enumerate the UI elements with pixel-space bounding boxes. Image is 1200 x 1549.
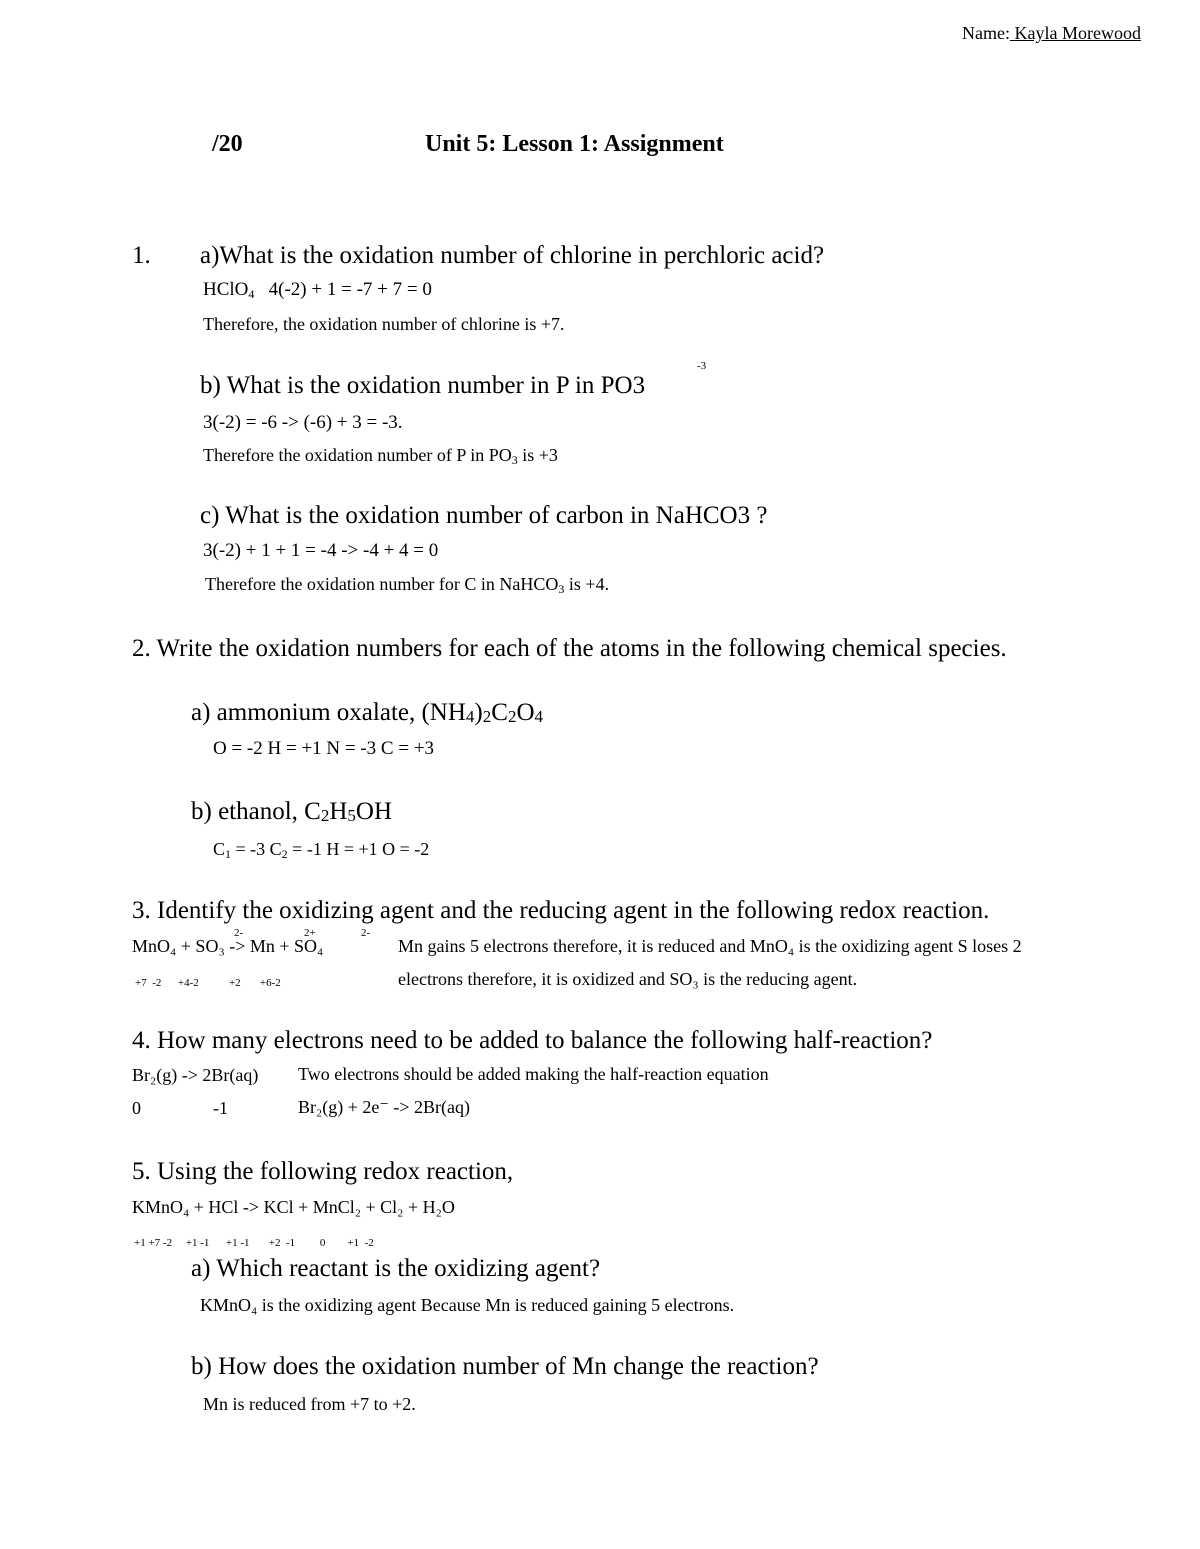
q1b-answer-post: is +3 xyxy=(517,445,558,465)
q1a-answer: Therefore, the oxidation number of chlorine is +7. xyxy=(203,314,565,334)
q2b-sub2: 5 xyxy=(347,806,356,825)
q1-number: 1. xyxy=(132,242,151,269)
q1a-question: a)What is the oxidation number of chlorine in perchloric acid? xyxy=(200,242,825,269)
q1a-work xyxy=(203,278,432,306)
q1c-answer xyxy=(205,573,609,600)
q5-question: 5. Using the following redox reaction, xyxy=(132,1158,514,1185)
score-label: /20 xyxy=(212,131,243,157)
q1b-question: b) What is the oxidation number in P in PO3 xyxy=(200,372,646,399)
q4-answer-line2: Br₂(g) + 2e⁻ -> 2Br(aq) xyxy=(298,1097,471,1117)
q1b-charge: -3 xyxy=(697,360,707,372)
q3-answer-line1: Mn gains 5 electrons therefore, it is reduced and MnO₄ is the oxidizing agent S loses 2 xyxy=(398,936,1022,956)
q2-question: 2. Write the oxidation numbers for each of the atoms in the following chemical species. xyxy=(132,635,1007,662)
q5-equation: KMnO₄ + HCl -> KCl + MnCl₂ + Cl₂ + H₂O xyxy=(132,1197,455,1217)
q2a-sub2: 2 xyxy=(482,707,492,726)
q1c-answer-sub: 3 xyxy=(558,582,565,596)
q1c-answer-post: is +4. xyxy=(564,574,610,594)
q4-question: 4. How many electrons need to be added to balance the following half-reaction? xyxy=(132,1027,933,1054)
q4-equation: Br₂(g) -> 2Br(aq) xyxy=(132,1065,259,1085)
q1b-answer xyxy=(203,444,558,471)
q2a-pre: a) ammonium oxalate, (NH xyxy=(191,699,466,726)
q2b-sub1: 2 xyxy=(320,806,330,825)
q3-oxidation-states: +7 -2 +4-2 +2 +6-2 xyxy=(135,977,281,989)
q2b-c1-val: = -3 C xyxy=(231,839,282,859)
q2b-answer xyxy=(213,837,429,866)
q1a-formula-sub: 4 xyxy=(248,287,255,301)
q1c-answer-pre: Therefore the oxidation number for C in NaHCO xyxy=(205,574,559,594)
q5a-answer: KMnO₄ is the oxidizing agent Because Mn is reduced gaining 5 electrons. xyxy=(200,1295,735,1315)
name-value: Kayla Morewood xyxy=(1009,23,1141,43)
q3-charge-mn: 2+ xyxy=(304,927,316,939)
q2b-rest: = -1 H = +1 O = -2 xyxy=(287,839,430,859)
q5b-answer: Mn is reduced from +7 to +2. xyxy=(203,1394,416,1414)
q2b-mid1: H xyxy=(329,798,348,825)
q3-charge-so4: 2- xyxy=(361,927,371,939)
page-title: Unit 5: Lesson 1: Assignment xyxy=(425,131,724,157)
q1b-answer-sub: 3 xyxy=(511,453,518,467)
q3-equation: MnO₄ + SO₃ -> Mn + SO₄ xyxy=(132,936,324,956)
q1c-work: 3(-2) + 1 + 1 = -4 -> -4 + 4 = 0 xyxy=(203,540,439,561)
q2b-question xyxy=(191,797,392,831)
q1b-answer-pre: Therefore the oxidation number of P in PO xyxy=(203,445,512,465)
q2a-mid2: C xyxy=(491,699,508,726)
q2b-mid2: OH xyxy=(355,798,393,825)
q3-answer-line2: electrons therefore, it is oxidized and SO₃ is the reducing agent. xyxy=(398,969,858,989)
q2a-answer: O = -2 H = +1 N = -3 C = +3 xyxy=(213,738,435,759)
q2a-question xyxy=(191,698,543,732)
q2b-c1: C xyxy=(213,839,226,859)
q2a-sub1: 4 xyxy=(465,707,475,726)
q4-ox-br2: 0 xyxy=(132,1098,141,1118)
q4-answer-line1: Two electrons should be added making the half-reaction equation xyxy=(298,1064,769,1084)
q2a-sub4: 4 xyxy=(534,707,543,726)
name-label: Name: xyxy=(962,23,1010,43)
q2a-mid3: O xyxy=(516,699,535,726)
q1b-work: 3(-2) = -6 -> (-6) + 3 = -3. xyxy=(203,412,403,433)
q1a-formula: HClO xyxy=(203,279,249,300)
q2b-pre: b) ethanol, C xyxy=(191,798,321,825)
q1a-equation: 4(-2) + 1 = -7 + 7 = 0 xyxy=(268,279,432,300)
q3-charge-so3: 2- xyxy=(234,927,244,939)
q5-oxidation-states: +1 +7 -2 +1 -1 +1 -1 +2 -1 0 +1 -2 xyxy=(134,1237,374,1249)
q2a-sub3: 2 xyxy=(507,707,517,726)
student-name xyxy=(962,22,1141,44)
q4-ox-br: -1 xyxy=(213,1098,228,1118)
q2b-c2-sub: 2 xyxy=(281,847,288,861)
q1c-question: c) What is the oxidation number of carbon in NaHCO3 ? xyxy=(200,502,768,529)
q2b-c1-sub: 1 xyxy=(225,847,232,861)
q5b-question: b) How does the oxidation number of Mn change the reaction? xyxy=(191,1353,819,1380)
q3-question: 3. Identify the oxidizing agent and the reducing agent in the following redox reaction. xyxy=(132,897,990,924)
q5a-question: a) Which reactant is the oxidizing agent? xyxy=(191,1255,601,1282)
q2a-mid1: ) xyxy=(474,699,483,726)
